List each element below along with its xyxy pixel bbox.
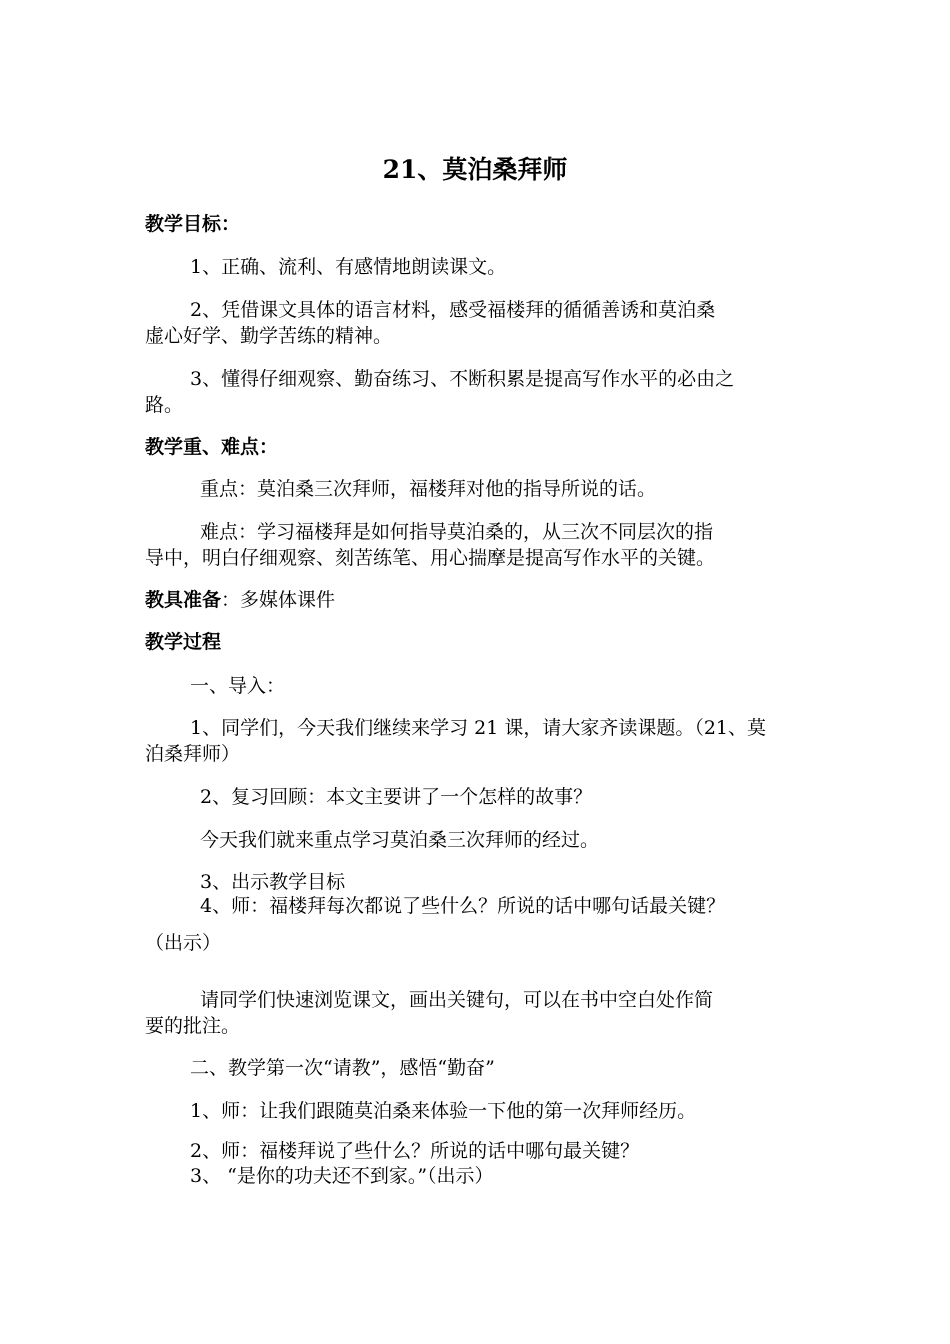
objective-item: 1、正确、流利、有感情地朗读课文。	[190, 256, 507, 278]
process-line-continued: 泊桑拜师）	[145, 743, 241, 765]
tools-value: 多媒体课件	[240, 589, 336, 611]
process-line: 1、同学们，今天我们继续来学习 21 课，请大家齐读课题。（21、莫	[190, 717, 767, 739]
objective-item-continued: 虚心好学、勤学苦练的精神。	[145, 325, 393, 347]
objective-item: 3、懂得仔细观察、勤奋练习、不断积累是提高写作水平的必由之	[190, 368, 735, 390]
lesson-title: 21、莫泊桑拜师	[382, 155, 568, 184]
process-line: 3、出示教学目标	[200, 871, 346, 893]
difficulty-text: 难点：学习福楼拜是如何指导莫泊桑的，从三次不同层次的指	[200, 521, 714, 543]
difficulty-text-continued: 导中，明白仔细观察、刻苦练笔、用心揣摩是提高写作水平的关键。	[145, 547, 716, 569]
process-line: 2、复习回顾：本文主要讲了一个怎样的故事？	[200, 786, 593, 808]
process-line: 请同学们快速浏览课文，画出关键句，可以在书中空白处作简	[200, 989, 714, 1011]
tools-colon: ：	[221, 589, 241, 611]
process-line: 1、师：让我们跟随莫泊桑来体验一下他的第一次拜师经历。	[190, 1100, 697, 1122]
section-heading: 二、教学第一次“请教”，感悟“勤奋”	[190, 1057, 495, 1079]
process-line: 今天我们就来重点学习莫泊桑三次拜师的经过。	[200, 829, 600, 851]
objectives-heading: 教学目标：	[145, 213, 241, 235]
process-line: 3、 “是你的功夫还不到家。”（出示）	[190, 1165, 494, 1187]
process-line: 4、师：福楼拜每次都说了些什么？所说的话中哪句话最关键？	[200, 895, 726, 917]
process-line: 2、师：福楼拜说了些什么？所说的话中哪句最关键？	[190, 1140, 640, 1162]
keypoints-heading: 教学重、难点：	[145, 436, 279, 458]
process-line-continued: 要的批注。	[145, 1015, 241, 1037]
tools-label: 教具准备	[145, 589, 222, 611]
objective-item-continued: 路。	[145, 394, 184, 416]
tools-row	[145, 586, 335, 614]
process-line: 一、导入：	[190, 675, 286, 697]
focus-text: 重点：莫泊桑三次拜师，福楼拜对他的指导所说的话。	[200, 478, 657, 500]
process-line-continued: （出示）	[145, 932, 222, 954]
objective-item: 2、凭借课文具体的语言材料，感受福楼拜的循循善诱和莫泊桑	[190, 299, 716, 321]
process-heading: 教学过程	[145, 631, 222, 653]
